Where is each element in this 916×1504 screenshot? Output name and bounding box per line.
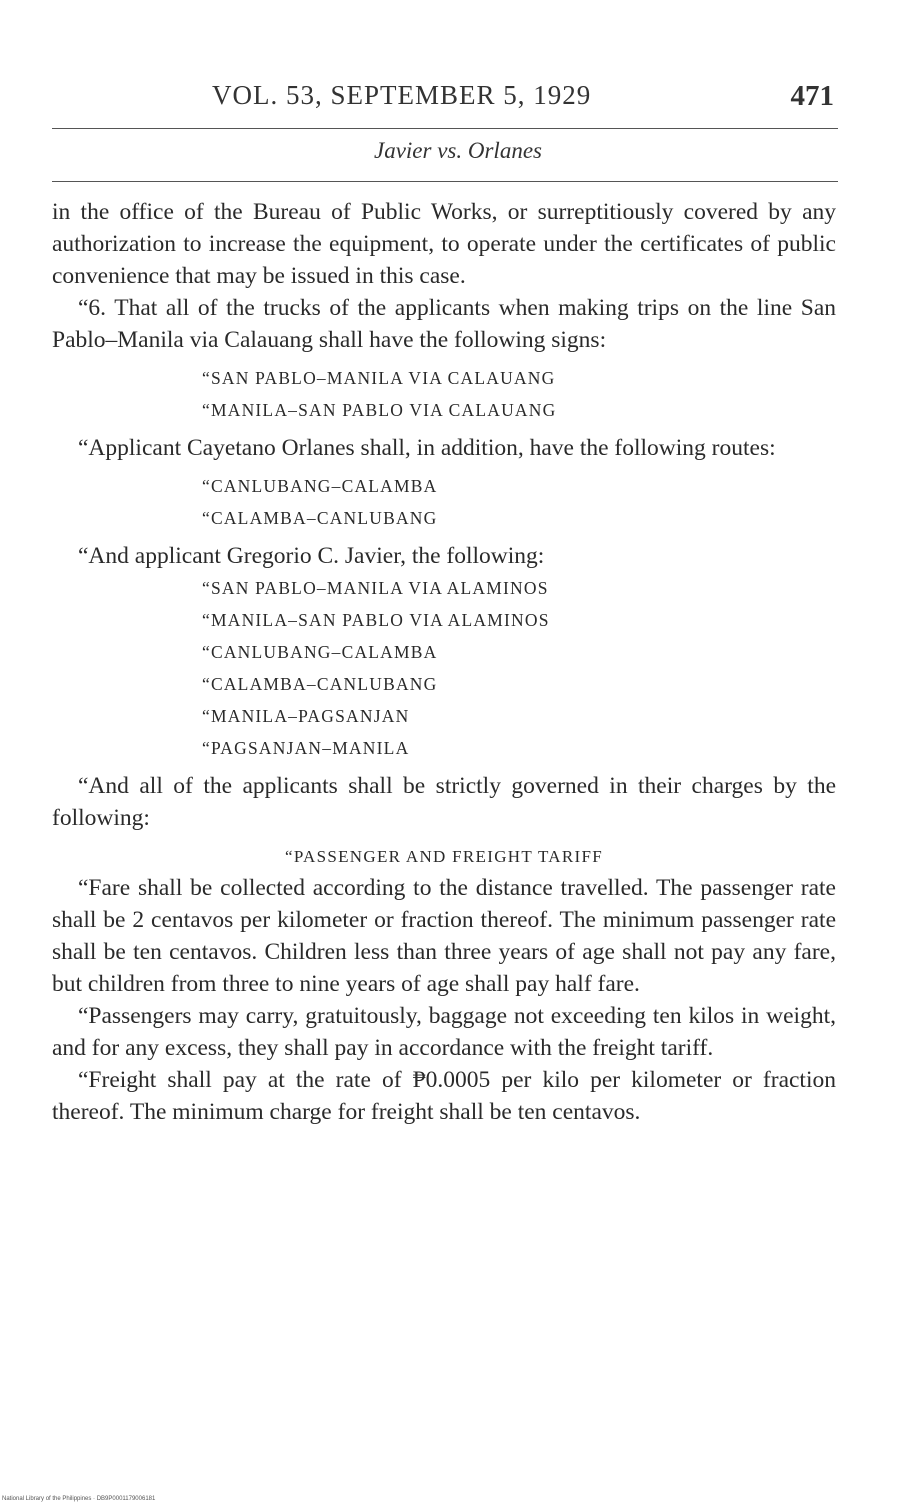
header-rule-top [52, 128, 838, 129]
header-rule-bottom [52, 181, 838, 182]
route-line: “MANILA–PAGSANJAN [202, 706, 410, 726]
paragraph-baggage: “Passengers may carry, gratuitously, baggage not exceeding ten kilos in weight, and for any excess, they shall pay in accordance with the freight tariff. [52, 1003, 836, 1061]
route-line: “CANLUBANG–CALAMBA [202, 642, 438, 662]
paragraph-javier-routes: “And applicant Gregorio C. Javier, the following: [78, 543, 545, 569]
routes-list-orlanes [52, 470, 836, 534]
route-line: “PAGSANJAN–MANILA [202, 738, 410, 758]
page-number: 471 [790, 80, 834, 112]
running-header [52, 80, 838, 120]
routes-list-javier [52, 572, 836, 764]
paragraph-orlanes-routes: “Applicant Cayetano Orlanes shall, in addition, have the following routes: [78, 435, 776, 461]
paragraph-freight: “Freight shall pay at the rate of ₱0.0005 per kilo per kilometer or fraction thereof. The minimum charge for freight shall be ten centavos. [52, 1067, 836, 1125]
volume-date-title: VOL. 53, SEPTEMBER 5, 1929 [212, 80, 592, 110]
route-line: “SAN PABLO–MANILA VIA ALAMINOS [202, 578, 549, 598]
signs-list-calauang [52, 362, 836, 426]
sign-line: “MANILA–SAN PABLO VIA CALAUANG [202, 400, 557, 420]
route-line: “CALAMBA–CANLUBANG [202, 674, 438, 694]
paragraph-charges: “And all of the applicants shall be strictly governed in their charges by the following: [52, 773, 836, 831]
route-line: “CANLUBANG–CALAMBA [202, 476, 438, 496]
route-line: “MANILA–SAN PABLO VIA ALAMINOS [202, 610, 550, 630]
paragraph-continuation: in the office of the Bureau of Public Works, or surreptitiously covered by any authorization to increase the equipment, to operate under the certificates of public convenience that may be issued in this case. [52, 199, 836, 289]
paragraph-fare: “Fare shall be collected according to the distance travelled. The passenger rate shall be 2 centavos per kilometer or fraction thereof. The minimum passenger rate shall be ten centavos. Children less than three years of age shall not pay any fare, but children from three to nine years of age shall pay half fare. [52, 875, 836, 997]
scan-credit: National Library of the Philippines · DB9P0001179006181 [2, 1496, 156, 1502]
paragraph-signs-requirement: “6. That all of the trucks of the applicants when making trips on the line San Pablo–Manila via Calauang shall have the following signs: [52, 295, 836, 353]
case-title: Javier vs. Orlanes [374, 138, 542, 163]
route-line: “CALAMBA–CANLUBANG [202, 508, 438, 528]
tariff-heading: “PASSENGER AND FREIGHT TARIFF [284, 847, 603, 866]
page-body [52, 196, 836, 1128]
sign-line: “SAN PABLO–MANILA VIA CALAUANG [202, 368, 556, 388]
